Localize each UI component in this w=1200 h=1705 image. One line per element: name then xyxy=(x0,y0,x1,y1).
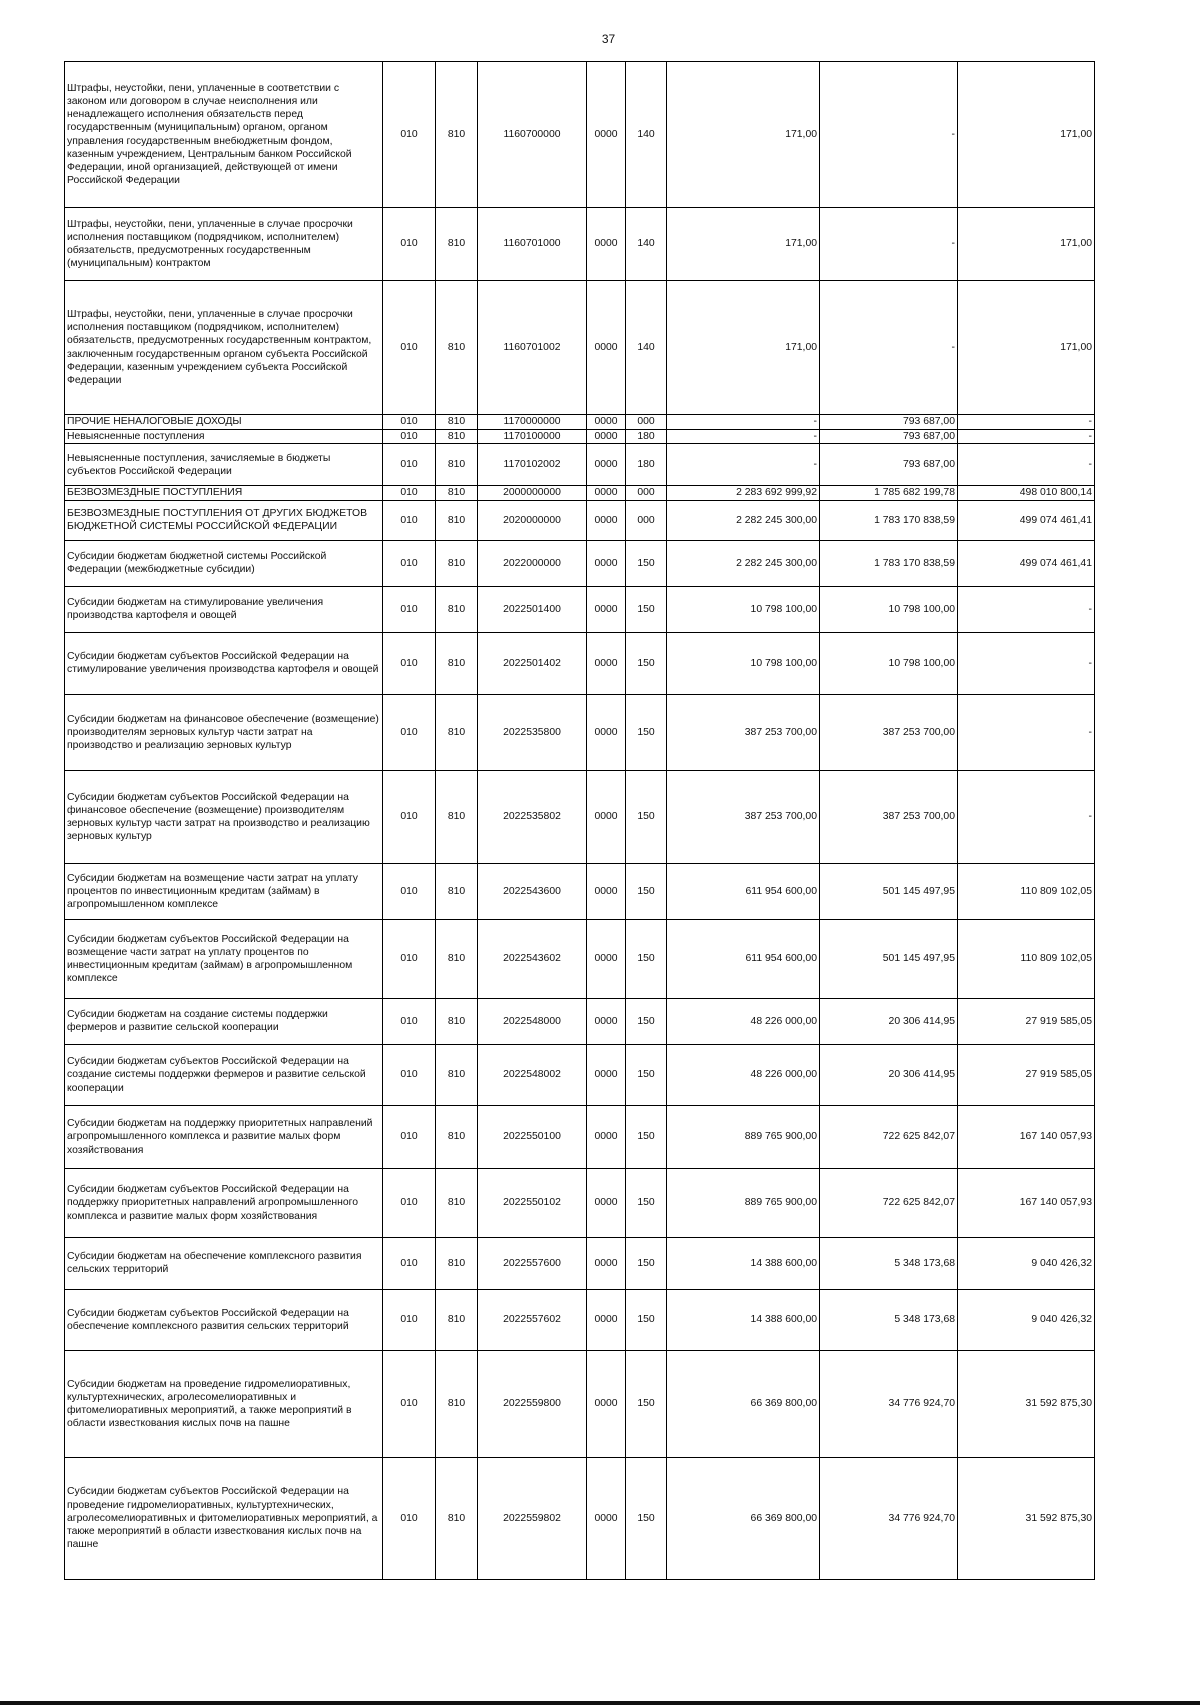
row-approved-cell: 611 954 600,00 xyxy=(667,863,820,919)
row-code-cell: 810 xyxy=(436,429,478,444)
table-row xyxy=(65,486,1095,501)
row-code-cell: 150 xyxy=(626,1168,667,1237)
row-code-cell: 0000 xyxy=(587,586,626,632)
row-unexecuted-cell: - xyxy=(958,770,1095,863)
row-code-cell: 810 xyxy=(436,208,478,281)
row-code-cell: 140 xyxy=(626,62,667,208)
row-code-cell: 0000 xyxy=(587,1044,626,1105)
page-number: 37 xyxy=(601,32,616,46)
row-executed-cell: 501 145 497,95 xyxy=(820,863,958,919)
row-code-cell: 140 xyxy=(626,281,667,415)
row-unexecuted-cell: 27 919 585,05 xyxy=(958,998,1095,1044)
row-code-cell: 0000 xyxy=(587,863,626,919)
table-row xyxy=(65,540,1095,586)
row-executed-cell: - xyxy=(820,62,958,208)
row-code-cell: 810 xyxy=(436,770,478,863)
row-code-cell: 0000 xyxy=(587,1457,626,1579)
row-approved-cell: 66 369 800,00 xyxy=(667,1350,820,1457)
row-code-cell: 010 xyxy=(383,444,436,486)
row-code-cell: 150 xyxy=(626,586,667,632)
table-row xyxy=(65,694,1095,770)
row-code-cell: 150 xyxy=(626,1044,667,1105)
table-row xyxy=(65,770,1095,863)
row-code-cell: 150 xyxy=(626,1350,667,1457)
scan-edge-line xyxy=(0,1701,1200,1705)
row-code-cell: 0000 xyxy=(587,1350,626,1457)
row-approved-cell: 387 253 700,00 xyxy=(667,694,820,770)
row-unexecuted-cell: 499 074 461,41 xyxy=(958,540,1095,586)
row-code-cell: 810 xyxy=(436,500,478,540)
row-executed-cell: 387 253 700,00 xyxy=(820,694,958,770)
row-code-cell: 150 xyxy=(626,770,667,863)
row-code-cell: 010 xyxy=(383,1457,436,1579)
row-code-cell: 810 xyxy=(436,1350,478,1457)
row-executed-cell: 34 776 924,70 xyxy=(820,1350,958,1457)
row-code-cell: 010 xyxy=(383,429,436,444)
row-approved-cell: 10 798 100,00 xyxy=(667,586,820,632)
row-executed-cell: 20 306 414,95 xyxy=(820,1044,958,1105)
row-unexecuted-cell: 31 592 875,30 xyxy=(958,1350,1095,1457)
row-approved-cell: 14 388 600,00 xyxy=(667,1289,820,1350)
row-executed-cell: 10 798 100,00 xyxy=(820,586,958,632)
row-code-cell: 810 xyxy=(436,1457,478,1579)
row-code-cell: 810 xyxy=(436,1237,478,1289)
row-code-cell: 150 xyxy=(626,540,667,586)
row-executed-cell: 722 625 842,07 xyxy=(820,1168,958,1237)
row-executed-cell: 1 783 170 838,59 xyxy=(820,540,958,586)
table-row xyxy=(65,1105,1095,1168)
row-code-cell: 0000 xyxy=(587,694,626,770)
row-unexecuted-cell: 171,00 xyxy=(958,62,1095,208)
row-executed-cell: 501 145 497,95 xyxy=(820,919,958,998)
row-name-cell: Субсидии бюджетам на стимулирование увеличения производства картофеля и овощей xyxy=(65,586,383,632)
row-kbk-cell: 2022535800 xyxy=(478,694,587,770)
row-kbk-cell: 1160700000 xyxy=(478,62,587,208)
row-code-cell: 000 xyxy=(626,486,667,501)
row-code-cell: 010 xyxy=(383,208,436,281)
row-approved-cell: 171,00 xyxy=(667,208,820,281)
row-code-cell: 0000 xyxy=(587,1237,626,1289)
row-kbk-cell: 2022548002 xyxy=(478,1044,587,1105)
row-unexecuted-cell: 9 040 426,32 xyxy=(958,1289,1095,1350)
table-row xyxy=(65,1168,1095,1237)
row-kbk-cell: 2022501400 xyxy=(478,586,587,632)
row-code-cell: 0000 xyxy=(587,62,626,208)
row-approved-cell: 171,00 xyxy=(667,62,820,208)
row-code-cell: 810 xyxy=(436,919,478,998)
row-approved-cell: 387 253 700,00 xyxy=(667,770,820,863)
row-name-cell: Штрафы, неустойки, пени, уплаченные в случае просрочки исполнения поставщиком (подрядчиком, исполнителем) обязательств, предусмотренных государственным (муниципальным) контрактом xyxy=(65,208,383,281)
row-code-cell: 810 xyxy=(436,1289,478,1350)
row-name-cell: Субсидии бюджетам субъектов Российской Федерации на возмещение части затрат на уплату процентов по инвестиционным кредитам (займам) в агропромышленном комплексе xyxy=(65,919,383,998)
table-row xyxy=(65,632,1095,694)
row-executed-cell: 1 785 682 199,78 xyxy=(820,486,958,501)
row-name-cell: Субсидии бюджетам субъектов Российской Федерации на стимулирование увеличения производства картофеля и овощей xyxy=(65,632,383,694)
row-code-cell: 010 xyxy=(383,1237,436,1289)
row-code-cell: 150 xyxy=(626,1237,667,1289)
row-code-cell: 810 xyxy=(436,281,478,415)
row-code-cell: 810 xyxy=(436,540,478,586)
row-approved-cell: - xyxy=(667,429,820,444)
row-code-cell: 0000 xyxy=(587,444,626,486)
row-name-cell: БЕЗВОЗМЕЗДНЫЕ ПОСТУПЛЕНИЯ ОТ ДРУГИХ БЮДЖЕТОВ БЮДЖЕТНОЙ СИСТЕМЫ РОССИЙСКОЙ ФЕДЕРАЦИИ xyxy=(65,500,383,540)
row-code-cell: 0000 xyxy=(587,208,626,281)
row-name-cell: Субсидии бюджетам на финансовое обеспечение (возмещение) производителям зерновых культур части затрат на производство и реализацию зерновых культур xyxy=(65,694,383,770)
row-kbk-cell: 2022550100 xyxy=(478,1105,587,1168)
row-code-cell: 010 xyxy=(383,486,436,501)
row-kbk-cell: 2022548000 xyxy=(478,998,587,1044)
row-code-cell: 0000 xyxy=(587,632,626,694)
table-row xyxy=(65,998,1095,1044)
row-unexecuted-cell: 167 140 057,93 xyxy=(958,1105,1095,1168)
row-code-cell: 000 xyxy=(626,500,667,540)
row-code-cell: 0000 xyxy=(587,1105,626,1168)
row-name-cell: Субсидии бюджетам субъектов Российской Федерации на проведение гидромелиоративных, культуртехнических, агролесомелиоративных и фитомелиоративных мероприятий, а также мероприятий в области известкования кислых почв на пашне xyxy=(65,1457,383,1579)
row-unexecuted-cell: 27 919 585,05 xyxy=(958,1044,1095,1105)
row-name-cell: Штрафы, неустойки, пени, уплаченные в соответствии с законом или договором в случае неисполнения или ненадлежащего исполнения обязательств перед государственным (муниципальным) органом, органом управления государственным внебюджетным фондом, казенным учреждением, Центральным банком Российской Федерации, иной организацией, действующей от имени Российской Федерации xyxy=(65,62,383,208)
row-unexecuted-cell: 498 010 800,14 xyxy=(958,486,1095,501)
row-unexecuted-cell: 171,00 xyxy=(958,281,1095,415)
row-kbk-cell: 2022550102 xyxy=(478,1168,587,1237)
row-kbk-cell: 2022559800 xyxy=(478,1350,587,1457)
row-code-cell: 150 xyxy=(626,1289,667,1350)
row-code-cell: 150 xyxy=(626,863,667,919)
row-name-cell: Невыясненные поступления, зачисляемые в бюджеты субъектов Российской Федерации xyxy=(65,444,383,486)
row-unexecuted-cell: - xyxy=(958,444,1095,486)
row-unexecuted-cell: - xyxy=(958,632,1095,694)
row-code-cell: 010 xyxy=(383,1350,436,1457)
row-code-cell: 010 xyxy=(383,770,436,863)
row-code-cell: 010 xyxy=(383,694,436,770)
table-row xyxy=(65,1289,1095,1350)
row-name-cell: Субсидии бюджетам на проведение гидромелиоративных, культуртехнических, агролесомелиоративных и фитомелиоративных мероприятий, а также мероприятий в области известкования кислых почв на пашне xyxy=(65,1350,383,1457)
row-approved-cell: 2 282 245 300,00 xyxy=(667,500,820,540)
row-kbk-cell: 2022559802 xyxy=(478,1457,587,1579)
row-code-cell: 010 xyxy=(383,632,436,694)
row-code-cell: 010 xyxy=(383,1044,436,1105)
row-name-cell: Невыясненные поступления xyxy=(65,429,383,444)
row-code-cell: 0000 xyxy=(587,415,626,430)
row-code-cell: 010 xyxy=(383,863,436,919)
row-code-cell: 0000 xyxy=(587,1289,626,1350)
row-unexecuted-cell: 499 074 461,41 xyxy=(958,500,1095,540)
row-unexecuted-cell: 31 592 875,30 xyxy=(958,1457,1095,1579)
row-approved-cell: 2 282 245 300,00 xyxy=(667,540,820,586)
row-kbk-cell: 1170102002 xyxy=(478,444,587,486)
row-code-cell: 000 xyxy=(626,415,667,430)
row-name-cell: Штрафы, неустойки, пени, уплаченные в случае просрочки исполнения поставщиком (подрядчиком, исполнителем) обязательств, предусмотренных государственным контрактом, заключенным государственным органом субъекта Российской Федерации, казенным учреждением субъекта Российской Федерации xyxy=(65,281,383,415)
table-row xyxy=(65,444,1095,486)
row-code-cell: 810 xyxy=(436,694,478,770)
row-name-cell: Субсидии бюджетам бюджетной системы Российской Федерации (межбюджетные субсидии) xyxy=(65,540,383,586)
table-row xyxy=(65,863,1095,919)
row-code-cell: 010 xyxy=(383,281,436,415)
row-name-cell: Субсидии бюджетам субъектов Российской Федерации на поддержку приоритетных направлений агропромышленного комплекса и развитие малых форм хозяйствования xyxy=(65,1168,383,1237)
row-executed-cell: 5 348 173,68 xyxy=(820,1237,958,1289)
row-code-cell: 810 xyxy=(436,415,478,430)
table-row xyxy=(65,1044,1095,1105)
row-kbk-cell: 1170100000 xyxy=(478,429,587,444)
row-kbk-cell: 2020000000 xyxy=(478,500,587,540)
row-executed-cell: 1 783 170 838,59 xyxy=(820,500,958,540)
row-approved-cell: - xyxy=(667,444,820,486)
row-code-cell: 810 xyxy=(436,486,478,501)
row-code-cell: 010 xyxy=(383,1168,436,1237)
row-code-cell: 810 xyxy=(436,863,478,919)
row-code-cell: 150 xyxy=(626,694,667,770)
row-code-cell: 010 xyxy=(383,586,436,632)
row-code-cell: 180 xyxy=(626,429,667,444)
row-approved-cell: 889 765 900,00 xyxy=(667,1168,820,1237)
row-code-cell: 810 xyxy=(436,1105,478,1168)
row-executed-cell: 722 625 842,07 xyxy=(820,1105,958,1168)
row-code-cell: 010 xyxy=(383,415,436,430)
row-code-cell: 0000 xyxy=(587,770,626,863)
row-approved-cell: 14 388 600,00 xyxy=(667,1237,820,1289)
row-kbk-cell: 2022501402 xyxy=(478,632,587,694)
row-code-cell: 010 xyxy=(383,998,436,1044)
row-code-cell: 180 xyxy=(626,444,667,486)
row-executed-cell: 20 306 414,95 xyxy=(820,998,958,1044)
table-row xyxy=(65,500,1095,540)
row-code-cell: 810 xyxy=(436,1168,478,1237)
row-approved-cell: 66 369 800,00 xyxy=(667,1457,820,1579)
row-code-cell: 010 xyxy=(383,62,436,208)
row-unexecuted-cell: 171,00 xyxy=(958,208,1095,281)
row-code-cell: 010 xyxy=(383,1289,436,1350)
row-code-cell: 0000 xyxy=(587,429,626,444)
row-executed-cell: - xyxy=(820,281,958,415)
table-row xyxy=(65,208,1095,281)
row-executed-cell: 10 798 100,00 xyxy=(820,632,958,694)
row-executed-cell: 34 776 924,70 xyxy=(820,1457,958,1579)
table-row xyxy=(65,1457,1095,1579)
row-approved-cell: 10 798 100,00 xyxy=(667,632,820,694)
row-approved-cell: 889 765 900,00 xyxy=(667,1105,820,1168)
row-name-cell: Субсидии бюджетам субъектов Российской Федерации на финансовое обеспечение (возмещение) производителям зерновых культур части затрат на производство и реализацию зерновых культур xyxy=(65,770,383,863)
row-code-cell: 0000 xyxy=(587,998,626,1044)
table-row xyxy=(65,62,1095,208)
row-code-cell: 0000 xyxy=(587,540,626,586)
row-unexecuted-cell: 167 140 057,93 xyxy=(958,1168,1095,1237)
row-code-cell: 0000 xyxy=(587,486,626,501)
row-approved-cell: 2 283 692 999,92 xyxy=(667,486,820,501)
row-kbk-cell: 1170000000 xyxy=(478,415,587,430)
row-code-cell: 810 xyxy=(436,998,478,1044)
row-unexecuted-cell: - xyxy=(958,586,1095,632)
row-code-cell: 150 xyxy=(626,1457,667,1579)
table-row xyxy=(65,281,1095,415)
row-code-cell: 150 xyxy=(626,632,667,694)
row-code-cell: 010 xyxy=(383,919,436,998)
row-name-cell: Субсидии бюджетам на поддержку приоритетных направлений агропромышленного комплекса и развитие малых форм хозяйствования xyxy=(65,1105,383,1168)
row-unexecuted-cell: 110 809 102,05 xyxy=(958,863,1095,919)
row-executed-cell: 793 687,00 xyxy=(820,444,958,486)
row-name-cell: Субсидии бюджетам на обеспечение комплексного развития сельских территорий xyxy=(65,1237,383,1289)
row-code-cell: 810 xyxy=(436,632,478,694)
row-kbk-cell: 2022535802 xyxy=(478,770,587,863)
row-kbk-cell: 1160701000 xyxy=(478,208,587,281)
row-approved-cell: 48 226 000,00 xyxy=(667,1044,820,1105)
row-kbk-cell: 2022557600 xyxy=(478,1237,587,1289)
table-row xyxy=(65,429,1095,444)
table-row xyxy=(65,1350,1095,1457)
row-code-cell: 150 xyxy=(626,919,667,998)
row-code-cell: 0000 xyxy=(587,919,626,998)
row-kbk-cell: 2000000000 xyxy=(478,486,587,501)
row-unexecuted-cell: - xyxy=(958,415,1095,430)
table-body xyxy=(65,62,1095,1580)
row-code-cell: 010 xyxy=(383,500,436,540)
row-name-cell: Субсидии бюджетам на возмещение части затрат на уплату процентов по инвестиционным кредитам (займам) в агропромышленном комплексе xyxy=(65,863,383,919)
row-approved-cell: 48 226 000,00 xyxy=(667,998,820,1044)
row-executed-cell: 387 253 700,00 xyxy=(820,770,958,863)
row-approved-cell: 611 954 600,00 xyxy=(667,919,820,998)
row-name-cell: Субсидии бюджетам субъектов Российской Федерации на создание системы поддержки фермеров и развитие сельской кооперации xyxy=(65,1044,383,1105)
row-code-cell: 810 xyxy=(436,1044,478,1105)
row-code-cell: 140 xyxy=(626,208,667,281)
row-executed-cell: 793 687,00 xyxy=(820,415,958,430)
row-approved-cell: - xyxy=(667,415,820,430)
row-code-cell: 150 xyxy=(626,998,667,1044)
row-executed-cell: 5 348 173,68 xyxy=(820,1289,958,1350)
budget-execution-table xyxy=(64,61,1095,1580)
row-code-cell: 0000 xyxy=(587,500,626,540)
row-executed-cell: - xyxy=(820,208,958,281)
table-row xyxy=(65,415,1095,430)
row-name-cell: Субсидии бюджетам на создание системы поддержки фермеров и развитие сельской кооперации xyxy=(65,998,383,1044)
row-code-cell: 0000 xyxy=(587,1168,626,1237)
row-unexecuted-cell: - xyxy=(958,694,1095,770)
row-approved-cell: 171,00 xyxy=(667,281,820,415)
table-row xyxy=(65,919,1095,998)
row-unexecuted-cell: 110 809 102,05 xyxy=(958,919,1095,998)
row-executed-cell: 793 687,00 xyxy=(820,429,958,444)
row-code-cell: 010 xyxy=(383,540,436,586)
row-code-cell: 0000 xyxy=(587,281,626,415)
table-row xyxy=(65,1237,1095,1289)
row-name-cell: БЕЗВОЗМЕЗДНЫЕ ПОСТУПЛЕНИЯ xyxy=(65,486,383,501)
row-code-cell: 150 xyxy=(626,1105,667,1168)
row-code-cell: 810 xyxy=(436,444,478,486)
row-kbk-cell: 2022557602 xyxy=(478,1289,587,1350)
row-kbk-cell: 2022543600 xyxy=(478,863,587,919)
row-name-cell: ПРОЧИЕ НЕНАЛОГОВЫЕ ДОХОДЫ xyxy=(65,415,383,430)
row-kbk-cell: 1160701002 xyxy=(478,281,587,415)
row-code-cell: 810 xyxy=(436,586,478,632)
row-code-cell: 810 xyxy=(436,62,478,208)
row-kbk-cell: 2022000000 xyxy=(478,540,587,586)
row-unexecuted-cell: - xyxy=(958,429,1095,444)
row-code-cell: 010 xyxy=(383,1105,436,1168)
row-name-cell: Субсидии бюджетам субъектов Российской Федерации на обеспечение комплексного развития сельских территорий xyxy=(65,1289,383,1350)
row-unexecuted-cell: 9 040 426,32 xyxy=(958,1237,1095,1289)
row-kbk-cell: 2022543602 xyxy=(478,919,587,998)
table-row xyxy=(65,586,1095,632)
